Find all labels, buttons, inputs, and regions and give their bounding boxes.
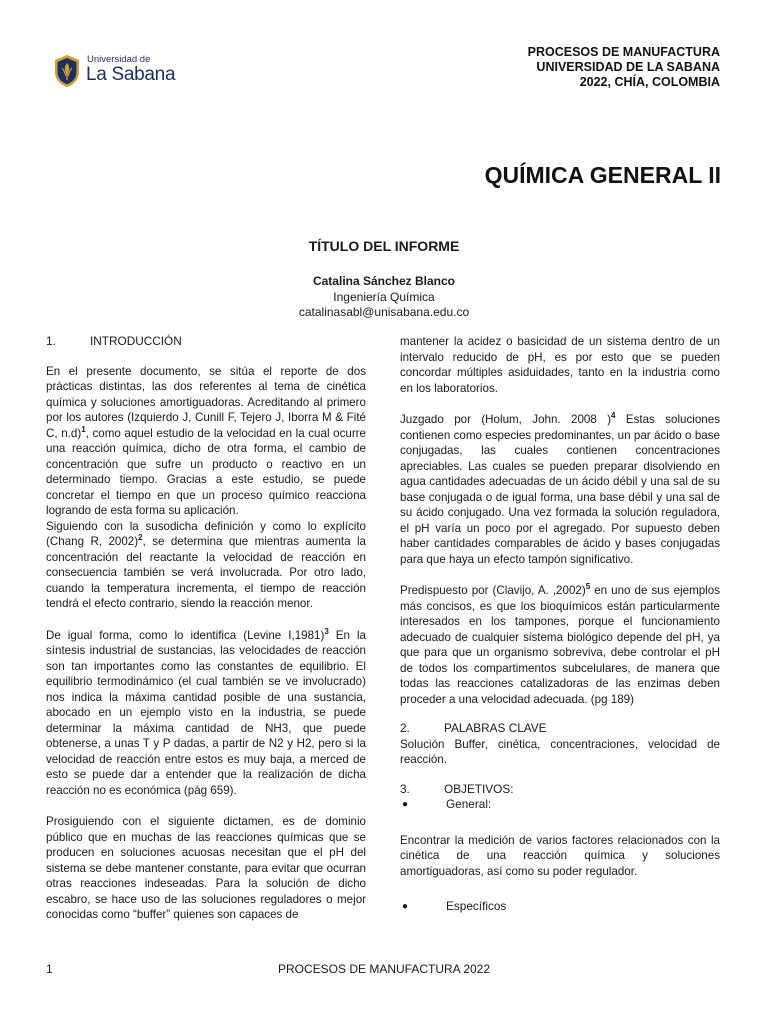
paragraph-text: , se determina que mientras aumenta la concentración del reactante la velocidad de reacción en consecuencia también se verá involucrada. Por otro lado, cuando la temperatura incrementa, el tiempo de reacción tendrá el efecto contrario, siendo la reacción menor. xyxy=(46,535,366,610)
university-seal-icon xyxy=(53,54,81,88)
page-number: 1 xyxy=(46,962,53,976)
right-paragraph-2 xyxy=(400,412,720,567)
author-name: Catalina Sánchez Blanco xyxy=(312,274,456,288)
logo-line1: Universidad de xyxy=(87,54,151,65)
right-column xyxy=(400,334,720,915)
header-line-university: UNIVERSIDAD DE LA SABANA xyxy=(536,60,720,74)
section-title: OBJETIVOS: xyxy=(444,781,514,796)
section-title: INTRODUCCIÓN xyxy=(90,334,182,348)
bullet-label: Específicos xyxy=(446,899,507,913)
section-objectives-heading xyxy=(400,782,720,798)
section-number: 1. xyxy=(46,334,56,348)
bullet-icon: ● xyxy=(402,799,409,810)
header-info xyxy=(528,45,720,90)
section-keywords-heading xyxy=(400,721,720,737)
paragraph-text: En el presente documento, se sitúa el reporte de dos prácticas distintas, las dos referentes al tema de cinética química y soluciones amortiguadoras. Acreditando al primero por los autores (Izquierdo J, Cunill F, Tejero J, Iborra M & Fité C, n.d) xyxy=(46,364,366,440)
right-paragraph-1: mantener la acidez o basicidad de un sistema dentro de un intervalo reducido de pH, es por esto que se pueden concordar múltiples asiduidades, tanto en la industria como en los laboratorios. xyxy=(400,335,720,395)
intro-paragraph-1 xyxy=(46,364,366,519)
general-objective-text: Encontrar la medición de varios factores relacionados con la cinética de una reacción química y soluciones amortiguadoras, así como su poder regulador. xyxy=(400,833,720,878)
logo-line2: La Sabana xyxy=(86,64,176,85)
paragraph-text: De igual forma, como lo identifica (Levine I,1981) xyxy=(46,628,325,642)
paragraph-text: En la síntesis industrial de sustancias, las velocidades de reacción son tan importantes como las constantes de equilibrio. El equilibrio termodinámico (el cual también se ve involucrado) nos indica la máxima cantidad posible de una sustancia, abocado en un ejemplo visto en la industria, se puede determinar la máxima cantidad de NH3, que puede obtenerse, a unas T y P dadas, a partir de N2 y H2, pero si la velocidad de reacción entre estos es muy baja, a merced de esto se puede dar a entender que la realización de dicha reacción no es económica (pág 659). xyxy=(46,628,366,797)
right-paragraph-3 xyxy=(400,583,720,707)
footer-text: PROCESOS DE MANUFACTURA 2022 xyxy=(277,962,491,976)
intro-paragraph-3 xyxy=(46,628,366,799)
citation-ref: 1 xyxy=(81,424,86,434)
paragraph-text: Estas soluciones contienen como especies predominantes, un par ácido o base conjugadas, las cuales contienen concentraciones apreciables. Las cuales se pueden preparar disolviendo en agua cantidades adecuadas de un ácido débil y una sal de su base conjugada o de igual forma, una base débil y una sal de su ácido conjugado. Una vez formada la solución reguladora, el pH varía un poco por el agregado. Por supuesto deben haber cantidades comparables de ácido y bases conjugadas para que haya un efecto tampón significativo. xyxy=(400,413,720,566)
paragraph-text: en uno de sus ejemplos más concisos, es que los bioquímicos están particularmente interesados en los tampones, porque el funcionamiento adecuado de cualquier sistema biológico depende del pH, ya que para que un organismo sobreviva, debe controlar el pH de todos los compartimentos subcelulares, de manera que todas las reacciones catalizadoras de las enzimas deben proceder a una velocidad adecuada. (pg 189) xyxy=(400,584,720,706)
bullet-general xyxy=(400,797,720,813)
author-program: Ingeniería Química xyxy=(333,290,435,304)
bullet-icon: ● xyxy=(402,901,409,912)
bullet-label: General: xyxy=(446,797,492,811)
header-line-course: PROCESOS DE MANUFACTURA xyxy=(527,45,720,59)
paragraph-text: Predispuesto por (Clavijo, A. ,2002) xyxy=(400,584,586,597)
course-title: QUÍMICA GENERAL II xyxy=(484,162,721,188)
citation-ref: 3 xyxy=(324,626,329,636)
paragraph-text: Siguiendo con la susodicha definición y como lo explícito (Chang R, 2002) xyxy=(46,519,366,548)
intro-paragraph-4: Prosiguiendo con el siguiente dictamen, es de dominio público que en muchas de las reacciones químicas que se producen en soluciones acuosas necesitan que el pH del sistema se debe mantener constante, para evitar que ocurran otras reacciones indeseadas. Para la solución de dicho escabro, se hace uso de las soluciones reguladores o mejor conocidas como “buffer” quienes son capaces de xyxy=(46,815,366,921)
section-title: PALABRAS CLAVE xyxy=(444,721,547,735)
paragraph-text: Juzgado por (Holum, John. 2008 ) xyxy=(400,413,612,426)
paragraph-text: , como aquel estudio de la velocidad en la cual ocurre una reacción química, dicho de otra forma, el cambio de concentración que sufre un producto o reactivo en un determinado tiempo. Gracias a este estudio, se puede concretar el tiempo en que un proceso químico reacciona logrando de esta forma su aplicación. xyxy=(46,426,366,517)
left-column xyxy=(46,334,366,923)
keywords-text: Solución Buffer, cinética, concentraciones, velocidad de reacción. xyxy=(400,737,720,766)
author-email: catalinasabl@unisabana.edu.co xyxy=(298,305,470,319)
citation-ref: 4 xyxy=(611,411,616,421)
section-number: 2. xyxy=(400,721,410,735)
section-number: 3. xyxy=(400,781,410,796)
bullet-specific xyxy=(400,899,720,915)
intro-paragraph-2 xyxy=(46,519,366,612)
university-logo xyxy=(50,48,176,96)
section-introduction-heading xyxy=(46,334,366,350)
header-line-location: 2022, CHÍA, COLOMBIA xyxy=(579,75,720,89)
report-title: TÍTULO DEL INFORME xyxy=(308,238,460,254)
citation-ref: 5 xyxy=(585,582,591,592)
citation-ref: 2 xyxy=(138,533,143,543)
